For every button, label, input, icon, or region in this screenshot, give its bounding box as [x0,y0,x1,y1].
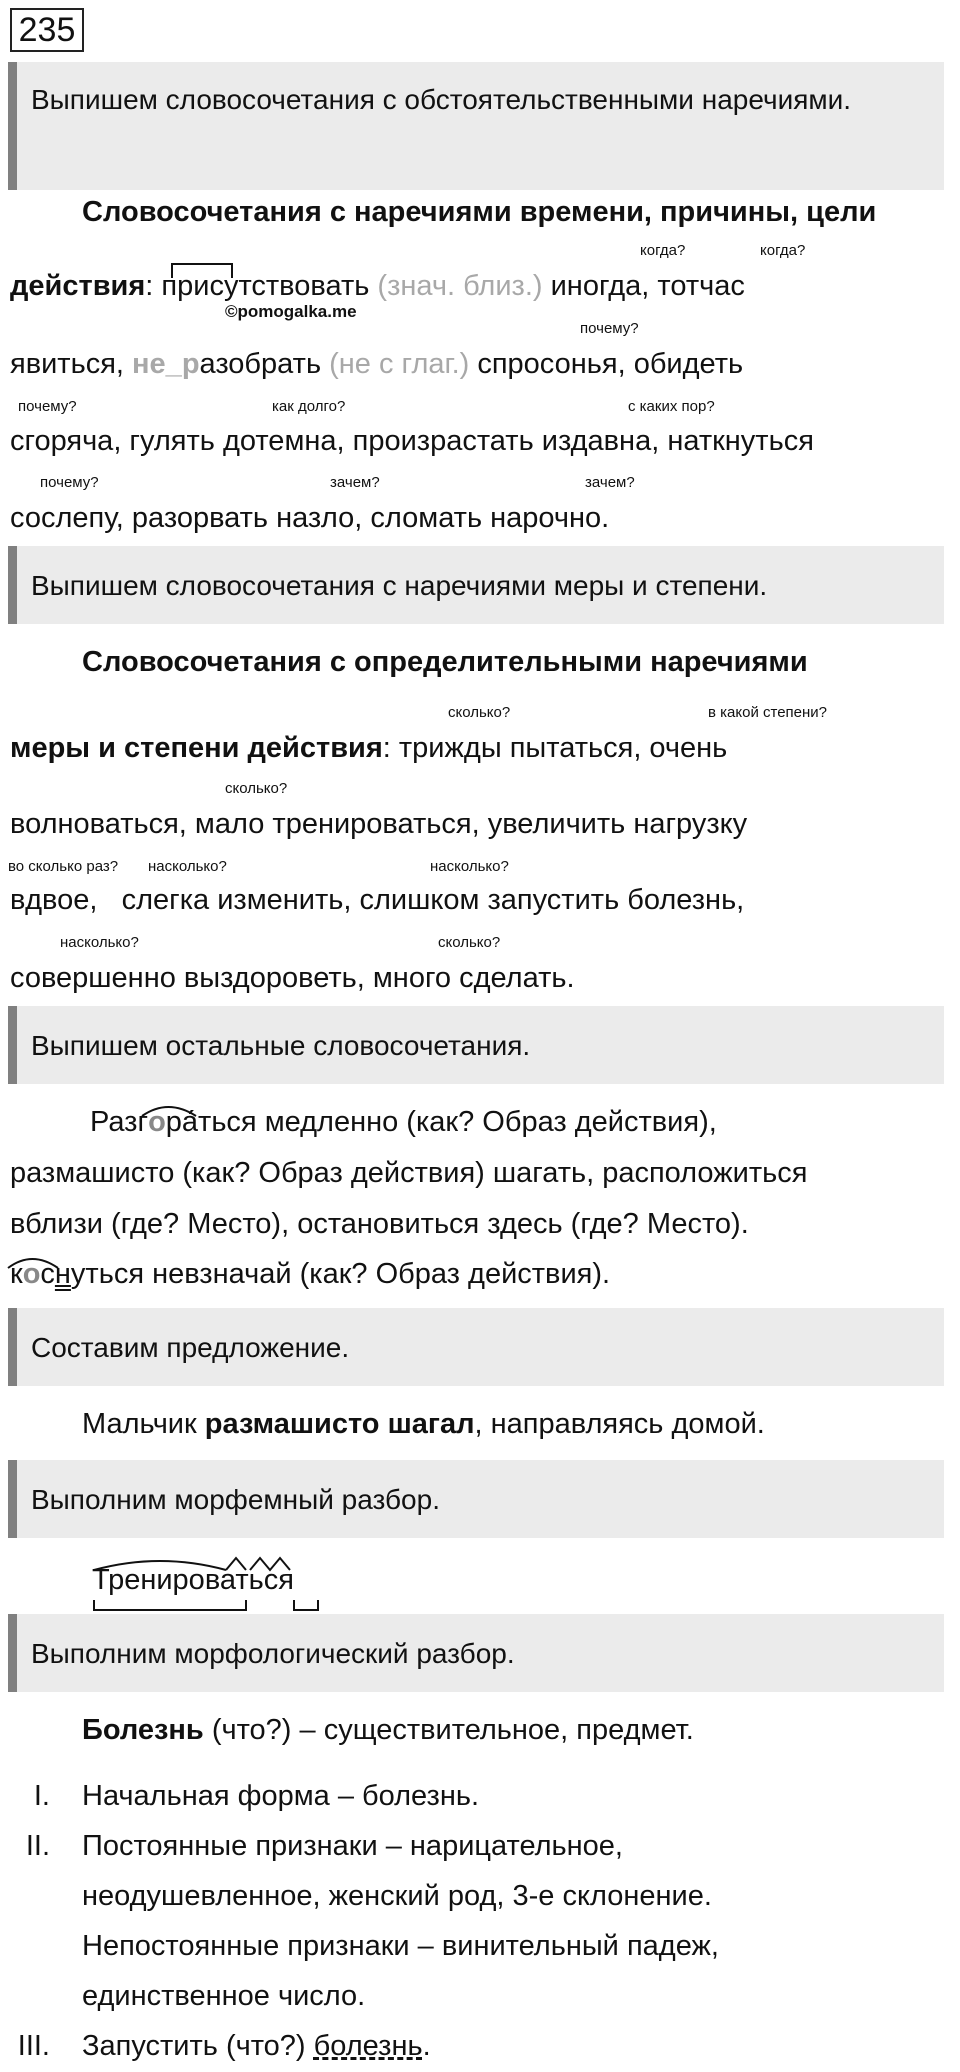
morpheme-word: Тренироваться [92,1564,294,1596]
instruction-band-6 [8,1614,944,1692]
text-line: сослепу, разорвать назло, сломать нарочно. [10,502,610,534]
suffix-letter: н [54,1258,71,1290]
text-line [10,270,745,303]
question-label: как долго? [272,398,346,415]
grey-note: (не с глаг.) [321,348,470,380]
sentence [82,1408,765,1441]
item-part: Запустить (что?) [82,2030,314,2062]
stressed-letter: о [22,1258,41,1290]
underlined-word: болезнь [313,2030,423,2062]
item-text: неодушевленное, женский род, 3-е склонение. [82,1880,712,1912]
roman-numeral: I. [33,1780,50,1812]
word-part: сутствовать [209,270,370,302]
text-line: волноваться, мало тренироваться, увеличить нагрузку [10,808,748,840]
word-part: р [181,348,200,380]
prefix-mark [170,260,240,280]
section-heading-1: Словосочетания с наречиями времени, причины, цели [82,196,877,228]
text-line: вблизи (где? Место), остановиться здесь (где? Место). [10,1208,749,1240]
lead-rest: (что?) – существительное, предмет. [203,1714,694,1746]
word-part: с [40,1258,55,1290]
text-line: вдвое, слегка изменить, слишком запустить болезнь, [10,884,745,916]
instruction-text: Выпишем остальные словосочетания. [31,1029,531,1061]
stressed-letter: о [148,1106,166,1138]
question-label: сколько? [438,934,501,951]
instruction-text: Выпишем словосочетания с наречиями меры и степени. [31,569,768,601]
instruction-band-3 [8,1006,944,1084]
grey-note: (знач. близ.) [369,270,543,302]
roman-numeral: III. [17,2030,50,2062]
word-part: при [161,270,210,302]
text-line [10,732,727,765]
text-line: совершенно выздороветь, много сделать. [10,962,575,994]
instruction-text: Выполним морфологический разбор. [31,1637,515,1669]
word-part: ра́ться медленно (как? Образ действия), [165,1106,717,1138]
question-label: с каких пор? [628,398,715,415]
lead-bold: Болезнь [82,1714,204,1746]
question-label: во сколько раз? [8,858,119,875]
instruction-band-4 [8,1308,944,1386]
question-label: когда? [640,242,686,259]
word-part: уться невзначай (как? Образ действия). [70,1258,611,1290]
task-number: 235 [10,8,84,52]
word-part: иногда, тотчас [542,270,745,302]
word-part: Разг [90,1106,149,1138]
question-label: насколько? [148,858,227,875]
question-label: в какой степени? [708,704,828,721]
instruction-band-5 [8,1460,944,1538]
item-text: Постоянные признаки – нарицательное, [82,1830,623,1862]
instruction-band-1 [8,62,944,190]
question-label: сколько? [448,704,511,721]
instruction-band-2 [8,546,944,624]
word-part: к [10,1258,23,1290]
item-text: Начальная форма – болезнь. [82,1780,480,1812]
text-line: сгоряча, гулять дотемна, произрастать издавна, наткнуться [10,425,814,457]
watermark: ©pomogalka.me [225,302,357,321]
lead-bold: действия [10,270,146,302]
instruction-text: Составим предложение. [31,1331,350,1363]
question-label: когда? [760,242,806,259]
item-text [82,2030,431,2063]
section-heading-2: Словосочетания с определительными наречиями [82,646,808,678]
instruction-text: Выпишем словосочетания с обстоятельственными наречиями. [31,84,852,115]
question-label: насколько? [60,934,139,951]
sentence-end: , направляясь домой. [474,1408,765,1440]
text-line [10,348,743,381]
text-line [10,1258,610,1291]
text-line: размашисто (как? Образ действия) шагать, расположиться [10,1157,808,1189]
line-text: : трижды пытаться, очень [382,732,728,764]
instruction-text: Выполним морфемный разбор. [31,1483,440,1515]
question-label: почему? [40,474,99,491]
analysis-lead [82,1714,694,1747]
word-part: явиться, [10,348,133,380]
question-label: почему? [580,320,639,337]
text-line [90,1106,717,1139]
item-text: Непостоянные признаки – винительный падеж, [82,1930,719,1962]
sentence-bold: размашисто шагал [204,1408,475,1440]
question-label: почему? [18,398,77,415]
word-part: азобрать [199,348,322,380]
question-label: зачем? [585,474,635,491]
item-text: единственное число. [82,1980,366,2012]
question-label: зачем? [330,474,380,491]
word-part: спросонья, обидеть [469,348,744,380]
question-label: насколько? [430,858,509,875]
roman-numeral: II. [25,1830,50,1862]
question-label: сколько? [225,780,288,797]
word-part: не_ [132,348,182,380]
lead-bold: меры и степени действия [10,732,383,764]
item-part: . [422,2030,431,2062]
sentence-start: Мальчик [82,1408,205,1440]
colon: : [145,270,154,302]
